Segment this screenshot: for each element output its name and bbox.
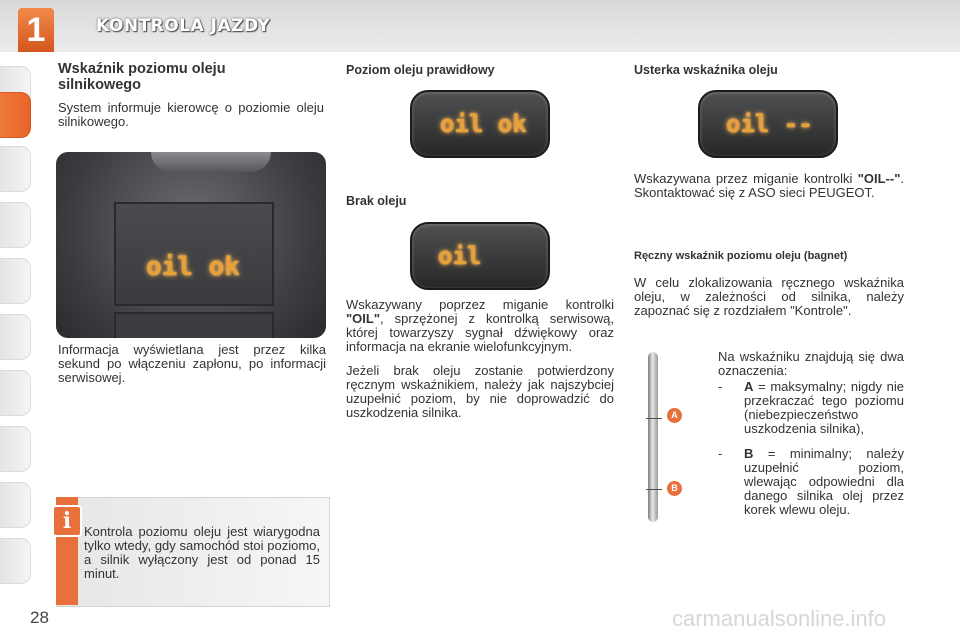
dipstick-tick-b bbox=[646, 489, 662, 490]
side-tab[interactable] bbox=[0, 426, 31, 472]
mark-b-text: = minimalny; należy uzupełnić poziom, wlewając odpowiedni dla danego silnika olej przez korek wlewu oleju. bbox=[744, 446, 904, 517]
oil-label: "OIL" bbox=[346, 311, 380, 326]
mark-b-item bbox=[718, 447, 904, 517]
dipstick-text: W celu zlokalizowania ręcznego wskaźnika oleju, w zależności od silnika, należy zapoznać się z rozdziałem "Kontrole". bbox=[634, 275, 904, 318]
bullet-dash: - bbox=[718, 446, 723, 461]
mark-a-item bbox=[718, 380, 904, 436]
display-info-text: Informacja wyświetlana jest przez kilka sekund po włączeniu zapłonu, po informacji serwisowej. bbox=[58, 342, 326, 385]
page-number: 28 bbox=[30, 608, 49, 627]
mark-b-desc bbox=[744, 447, 904, 517]
dipstick-mark-a: A bbox=[667, 408, 682, 423]
oil-ok-readout: oil ok bbox=[146, 252, 240, 282]
no-oil-display bbox=[410, 222, 550, 290]
mark-a-desc bbox=[744, 380, 904, 436]
no-oil-text-pre: Wskazywany poprzez miganie kontrolki bbox=[346, 297, 614, 312]
oil-dash-label: "OIL--" bbox=[857, 171, 901, 186]
dipstick-image bbox=[648, 352, 658, 522]
side-tab[interactable] bbox=[0, 146, 31, 192]
dipstick-tick-a bbox=[646, 418, 662, 419]
dial-edge bbox=[151, 152, 271, 172]
side-tab[interactable] bbox=[0, 538, 31, 584]
dipstick-mark-b: B bbox=[667, 481, 682, 496]
no-oil-text bbox=[346, 298, 614, 354]
info-icon: i bbox=[52, 505, 82, 537]
chapter-title: KONTROLA JAZDY bbox=[96, 16, 271, 36]
marks-intro: Na wskaźniku znajdują się dwa oznaczenia: bbox=[718, 349, 904, 378]
oil-ok-display bbox=[410, 90, 550, 158]
fault-text-post: . Skontaktować się z ASO sieci PEUGEOT. bbox=[634, 171, 904, 200]
no-oil-confirm-text: Jeżeli brak oleju zostanie potwierdzony ręcznym wskaźnikiem, należy jak najszybciej uzupełnić poziom, by nie doprowadzić do uszkodzenia silnika. bbox=[346, 363, 614, 420]
no-oil-title: Brak oleju bbox=[346, 194, 407, 208]
sensor-fault-title: Usterka wskaźnika oleju bbox=[634, 63, 778, 77]
sensor-fault-text bbox=[634, 172, 904, 200]
mark-a-label: A bbox=[744, 379, 754, 394]
side-tab[interactable] bbox=[0, 370, 31, 416]
no-oil-display-text: oil bbox=[438, 242, 482, 270]
chapter-number-tab[interactable]: 1 bbox=[18, 8, 54, 52]
info-text: Kontrola poziomu oleju jest wiarygodna tylko wtedy, gdy samochód stoi poziomo, a silnik wyłączony jest od ponad 15 minut. bbox=[84, 524, 320, 581]
no-oil-text-post: , sprzężonej z kontrolką serwisową, której towarzyszy sygnał dźwiękowy oraz informacja na ekranie wielofunkcyjnym. bbox=[346, 311, 614, 354]
bullet-dash: - bbox=[718, 379, 723, 394]
side-tab[interactable] bbox=[0, 314, 31, 360]
section-title: Wskaźnik poziomu oleju silnikowego bbox=[58, 61, 226, 93]
mark-b-label: B bbox=[744, 446, 754, 461]
sensor-fault-display-text: oil -- bbox=[726, 110, 813, 138]
sensor-fault-display bbox=[698, 90, 838, 158]
lower-screen bbox=[114, 312, 274, 338]
instrument-panel-image bbox=[56, 152, 326, 338]
side-tab[interactable] bbox=[0, 258, 31, 304]
dipstick-title: Ręczny wskaźnik poziomu oleju (bagnet) bbox=[634, 250, 848, 262]
oil-ok-display-text: oil ok bbox=[440, 110, 527, 138]
oil-ok-title: Poziom oleju prawidłowy bbox=[346, 63, 495, 77]
side-tab[interactable] bbox=[0, 202, 31, 248]
side-tab-active[interactable] bbox=[0, 92, 31, 138]
watermark: carmanualsonline.info bbox=[672, 606, 887, 631]
intro-text: System informuje kierowcę o poziomie oleju silnikowego. bbox=[58, 100, 324, 129]
side-chapter-tabs bbox=[0, 66, 32, 586]
mark-a-text: = maksymalny; nigdy nie przekraczać tego poziomu (niebezpieczeństwo uszkodzenia silnika), bbox=[744, 379, 904, 436]
fault-text-pre: Wskazywana przez miganie kontrolki bbox=[634, 171, 858, 186]
side-tab[interactable] bbox=[0, 482, 31, 528]
multifunction-screen bbox=[114, 202, 274, 306]
